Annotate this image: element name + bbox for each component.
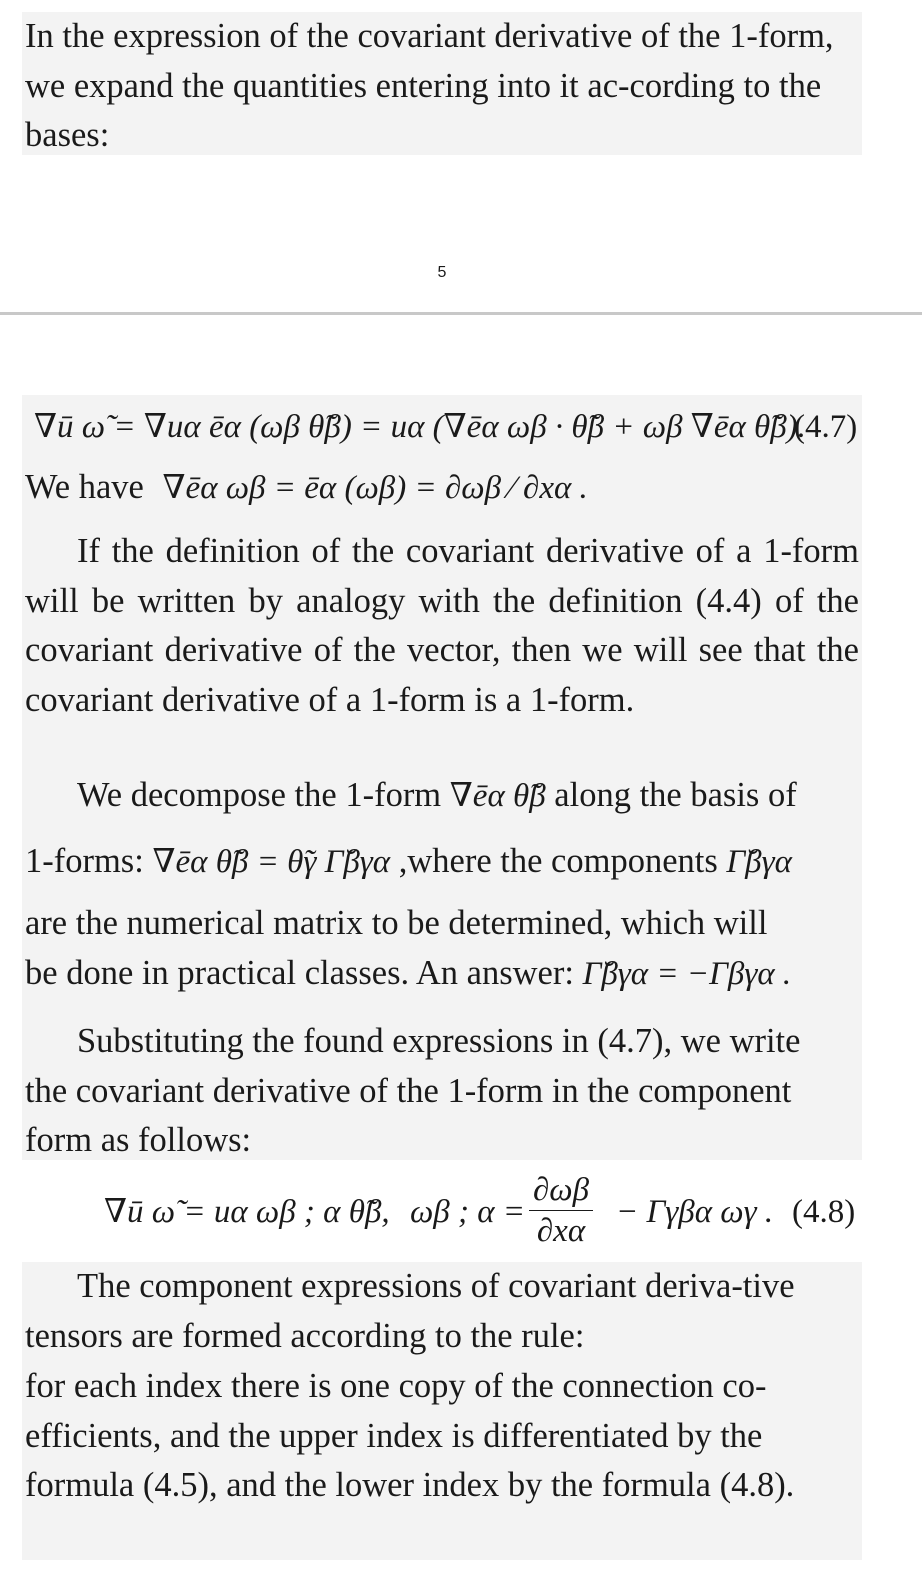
page-divider: [0, 312, 922, 315]
we-have-line: [22, 463, 588, 513]
definition-paragraph: If the definition of the covariant derivative of a 1-form will be written by analogy with the definition (4.4) of the covariant derivative of the vector, then we will see that the covariant derivative of a 1-form is a 1-form.: [25, 532, 859, 719]
equation-4-8-label: (4.8): [792, 1194, 856, 1230]
decompose-formula-1: ∇ēα θ̃β: [449, 778, 546, 814]
top-text-block: [22, 12, 862, 155]
equation-4-8: [104, 1168, 864, 1260]
decompose-line-1: We decompose the 1-form ∇ēα θ̃β along the basis of: [77, 776, 797, 814]
substituting-paragraph: Substituting the found expressions in (4.7), we write the covariant derivative of the 1-form in the component form as follows:: [25, 1022, 801, 1159]
decompose-formula-2: ∇ēα θ̃β = θ̃γ Γ̆βγα: [152, 844, 391, 880]
equation-4-8-left: ∇ū ω̃ = uα ωβ ; α θ̃β,: [104, 1194, 390, 1230]
equation-4-7-body: ∇ū ω̃ = ∇uα ēα (ωβ θ̃β) = uα (∇ēα ωβ · θ̃β + ωβ ∇ēα θ̃β).: [34, 409, 806, 445]
decompose-line-2: 1-forms: ∇ēα θ̃β = θ̃γ Γ̆βγα ,where the components Γ̆βγα: [25, 842, 792, 880]
bottom-text-block: [22, 1262, 862, 1560]
equation-4-8-fraction: $\frac{\partial\omega\beta}{\partial x\alpha}$: [529, 1170, 593, 1251]
decompose-line-4: be done in practical classes. An answer: Γ̆βγα = −Γβγα .: [25, 954, 792, 992]
page-number: 5: [437, 264, 447, 281]
equation-4-7-label: (4.7): [794, 409, 858, 445]
answer-formula: Γ̆βγα = −Γβγα .: [582, 956, 792, 992]
we-have-formula: ∇ēα ωβ = ēα (ωβ) = ∂ωβ ⁄ ∂xα .: [162, 470, 588, 506]
equation-4-7: [34, 403, 858, 452]
decompose-line-3: are the numerical matrix to be determined, which will: [25, 904, 768, 942]
main-text-block: [22, 395, 862, 1160]
rule-paragraph-2: for each index there is one copy of the connection co-efficients, and the upper index is differentiated by the formula (4.5), and the lower index by the formula (4.8).: [25, 1367, 795, 1504]
intro-paragraph: In the expression of the covariant derivative of the 1-form, we expand the quantities entering into it ac-cording to the bases:: [25, 17, 834, 154]
rule-paragraph-1: The component expressions of covariant deriva-tive tensors are formed according to the rule:: [25, 1267, 795, 1355]
equation-4-8-omega: ωβ ; α =: [410, 1194, 526, 1230]
decompose-formula-3: Γ̆βγα: [726, 844, 792, 880]
equation-4-8-right: − Γγβα ωγ .: [616, 1194, 774, 1230]
we-have-prefix: We have: [25, 468, 144, 506]
